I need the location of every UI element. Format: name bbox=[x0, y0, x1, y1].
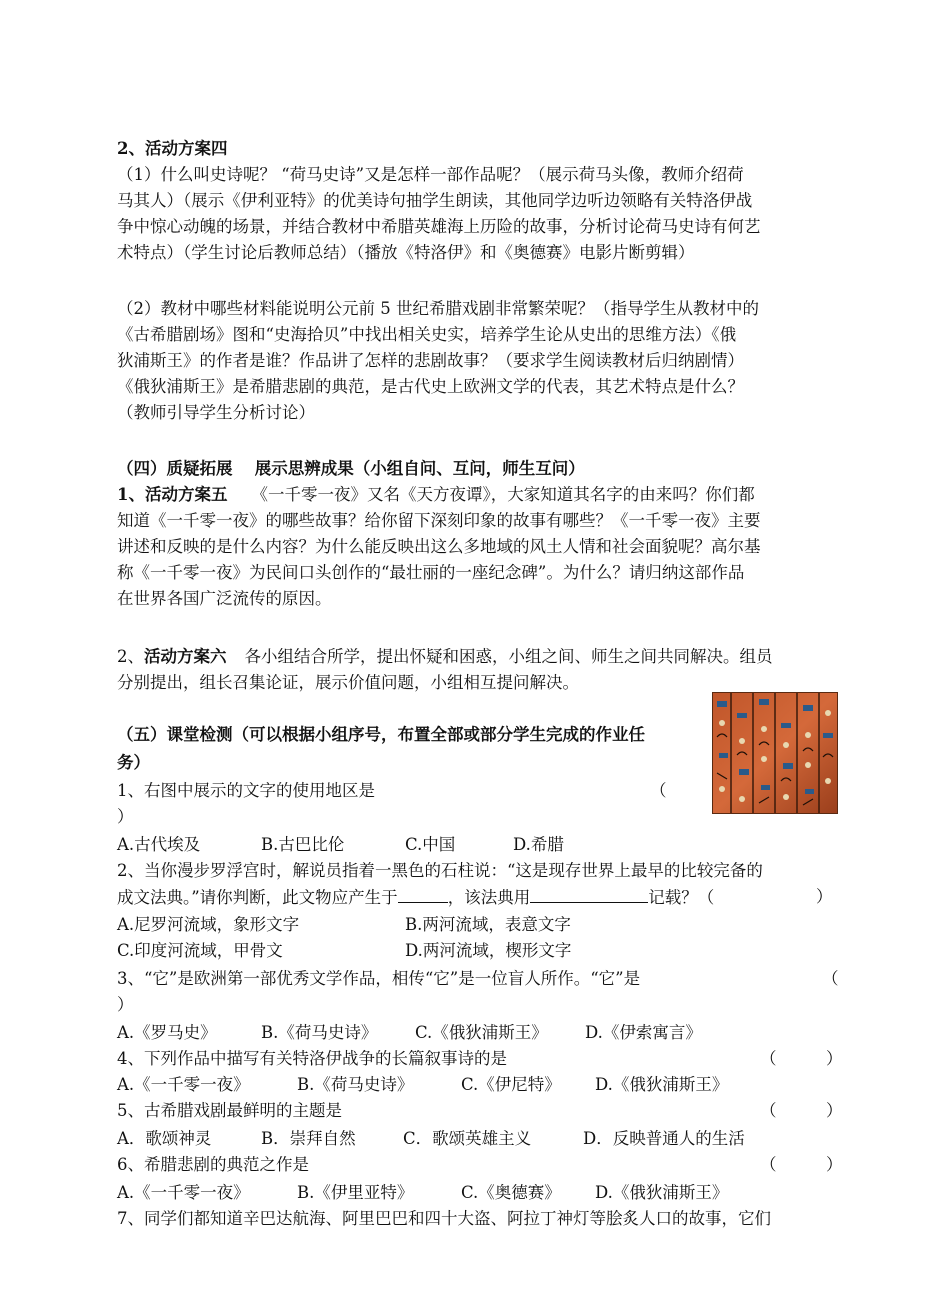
q4-paren: （ ） bbox=[760, 1049, 843, 1068]
q1-options bbox=[117, 832, 564, 858]
q1-option-b: B.古巴比伦 bbox=[261, 835, 345, 854]
p2-line-5: （教师引导学生分析讨论） bbox=[117, 403, 315, 422]
plan6-text-1: 各小组结合所学，提出怀疑和困惑，小组之间、师生之间共同解决。组员 bbox=[244, 647, 773, 666]
q2-line-1: 2、当你漫步罗浮宫时，解说员指着一黑色的石柱说：“这是现存世界上最早的比较完备的 bbox=[117, 861, 763, 880]
q1-option-d: D.希腊 bbox=[513, 835, 564, 854]
q2-paren-close: ） bbox=[816, 887, 833, 906]
p2-line-2: 《古希腊剧场》图和“史海拾贝”中找出相关史实，培养学生论从史出的思维方法）《俄 bbox=[117, 325, 737, 344]
q6-option-b: B.《伊里亚特》 bbox=[297, 1183, 414, 1202]
q2-option-c: C.印度河流域，甲骨文 bbox=[117, 941, 283, 960]
hieroglyphics-picture bbox=[713, 693, 837, 813]
q4-option-d: D.《俄狄浦斯王》 bbox=[595, 1075, 729, 1094]
section-title-plan4: 2、活动方案四 bbox=[117, 139, 228, 158]
p2-line-4: 《俄狄浦斯王》是希腊悲剧的典范，是古代史上欧洲文学的代表，其艺术特点是什么？ bbox=[117, 377, 744, 396]
q1-paren-open: （ bbox=[650, 781, 667, 800]
q5-option-d: D．反映普通人的生活 bbox=[583, 1129, 745, 1148]
q5-option-a: A．歌颂神灵 bbox=[117, 1129, 212, 1148]
q6-option-a: A.《一千零一夜》 bbox=[117, 1183, 250, 1202]
q2-options-row-1 bbox=[117, 912, 571, 938]
section-4-heading: （四）质疑拓展 展示思辨成果（小组自问、互问，师生互问） bbox=[117, 459, 585, 478]
q1-text: 1、右图中展示的文字的使用地区是 bbox=[117, 781, 375, 800]
plan5-text-1: 《一千零一夜》又名《天方夜谭》，大家知道其名字的由来吗？你们都 bbox=[251, 485, 755, 504]
q2-option-a: A.尼罗河流域，象形文字 bbox=[117, 915, 300, 934]
q6-option-d: D.《俄狄浦斯王》 bbox=[595, 1183, 729, 1202]
plan5-line-3: 讲述和反映的是什么内容？为什么能反映出这么多地域的风土人情和社会面貌呢？高尔基 bbox=[117, 537, 761, 556]
p1-line-3: 争中惊心动魄的场景，并结合教材中希腊英雄海上历险的故事，分析讨论荷马史诗有何艺 bbox=[117, 217, 761, 236]
q2-option-b: B.两河流域，表意文字 bbox=[405, 915, 571, 934]
q3-paren-open: （ bbox=[822, 969, 839, 988]
p2-line-1: （2）教材中哪些材料能说明公元前 5 世纪希腊戏剧非常繁荣呢？（指导学生从教材中的 bbox=[117, 299, 759, 318]
q3-option-c: C.《俄狄浦斯王》 bbox=[415, 1023, 548, 1042]
q3-option-b: B.《荷马史诗》 bbox=[261, 1023, 378, 1042]
q5-text: 5、古希腊戏剧最鲜明的主题是 bbox=[117, 1101, 342, 1120]
q6-text: 6、希腊悲剧的典范之作是 bbox=[117, 1155, 309, 1174]
q1-option-c: C.中国 bbox=[405, 835, 456, 854]
section-5-heading-1: （五）课堂检测（可以根据小组序号，布置全部或部分学生完成的作业任 bbox=[117, 725, 645, 744]
q5-paren: （ ） bbox=[760, 1101, 843, 1120]
q2-options-row-2 bbox=[117, 938, 571, 964]
q2-blank-2[interactable] bbox=[530, 884, 648, 903]
q3-paren-close: ） bbox=[117, 995, 134, 1014]
q4-text: 4、下列作品中描写有关特洛伊战争的长篇叙事诗的是 bbox=[117, 1049, 507, 1068]
plan6-prefix: 2、 bbox=[117, 647, 144, 666]
q2-line-2a: 成文法典。”请你判断，此文物应产生于 bbox=[117, 888, 398, 907]
q4-options bbox=[117, 1072, 728, 1098]
q2-option-d: D.两河流域，楔形文字 bbox=[405, 941, 572, 960]
plan5-line-2: 知道《一千零一夜》的哪些故事？给你留下深刻印象的故事有哪些？《一千零一夜》主要 bbox=[117, 511, 761, 530]
p1-line-1: （1）什么叫史诗呢？ “荷马史诗”又是怎样一部作品呢？（展示荷马头像，教师介绍荷 bbox=[117, 165, 744, 184]
plan5-line-5: 在世界各国广泛流传的原因。 bbox=[117, 589, 332, 608]
q7-text: 7、同学们都知道辛巴达航海、阿里巴巴和四十大盗、阿拉丁神灯等脍炙人口的故事，它们 bbox=[117, 1209, 771, 1228]
q2-line-2 bbox=[117, 884, 714, 911]
q5-option-c: C．歌颂英雄主义 bbox=[403, 1129, 532, 1148]
q5-options bbox=[117, 1126, 745, 1152]
plan6-label: 活动方案六 bbox=[144, 647, 227, 666]
p1-line-2: 马其人）（展示《伊利亚特》的优美诗句抽学生朗读，其他同学边听边领略有关特洛伊战 bbox=[117, 191, 753, 210]
q2-line-2b: ，该法典用 bbox=[447, 888, 531, 907]
q4-option-b: B.《荷马史诗》 bbox=[297, 1075, 414, 1094]
plan5-line-4: 称《一千零一夜》为民间口头创作的“最壮丽的一座纪念碑”。为什么？请归纳这部作品 bbox=[117, 563, 745, 582]
q3-option-d: D.《伊索寓言》 bbox=[585, 1023, 702, 1042]
q6-option-c: C.《奥德赛》 bbox=[461, 1183, 561, 1202]
q4-option-a: A.《一千零一夜》 bbox=[117, 1075, 250, 1094]
plan5-label: 1、活动方案五 bbox=[117, 485, 228, 504]
p1-line-4: 术特点）（学生讨论后教师总结）（播放《特洛伊》和《奥德赛》电影片断剪辑） bbox=[117, 243, 695, 262]
q2-line-2c: 记载？（ bbox=[648, 888, 715, 907]
q3-text: 3、“它”是欧洲第一部优秀文学作品，相传“它”是一位盲人所作。“它”是 bbox=[117, 969, 641, 988]
section-5-heading-2: 务） bbox=[117, 753, 150, 772]
plan6-line-2: 分别提出，组长召集论证，展示价值问题，小组相互提问解决。 bbox=[117, 673, 579, 692]
hieroglyphics-image bbox=[712, 692, 838, 814]
p2-line-3: 狄浦斯王》的作者是谁？作品讲了怎样的悲剧故事？（要求学生阅读教材后归纳剧情） bbox=[117, 351, 744, 370]
q1-option-a: A.古代埃及 bbox=[117, 835, 201, 854]
q3-option-a: A.《罗马史》 bbox=[117, 1023, 217, 1042]
q1-paren-close: ） bbox=[117, 807, 134, 826]
q6-paren: （ ） bbox=[760, 1155, 843, 1174]
q3-options bbox=[117, 1020, 702, 1046]
q4-option-c: C.《伊尼特》 bbox=[461, 1075, 561, 1094]
plan6-line-1 bbox=[117, 644, 773, 670]
q2-blank-1[interactable] bbox=[398, 884, 448, 903]
plan5-line-1 bbox=[117, 482, 755, 508]
q5-option-b: B．崇拜自然 bbox=[261, 1129, 356, 1148]
q6-options bbox=[117, 1180, 728, 1206]
